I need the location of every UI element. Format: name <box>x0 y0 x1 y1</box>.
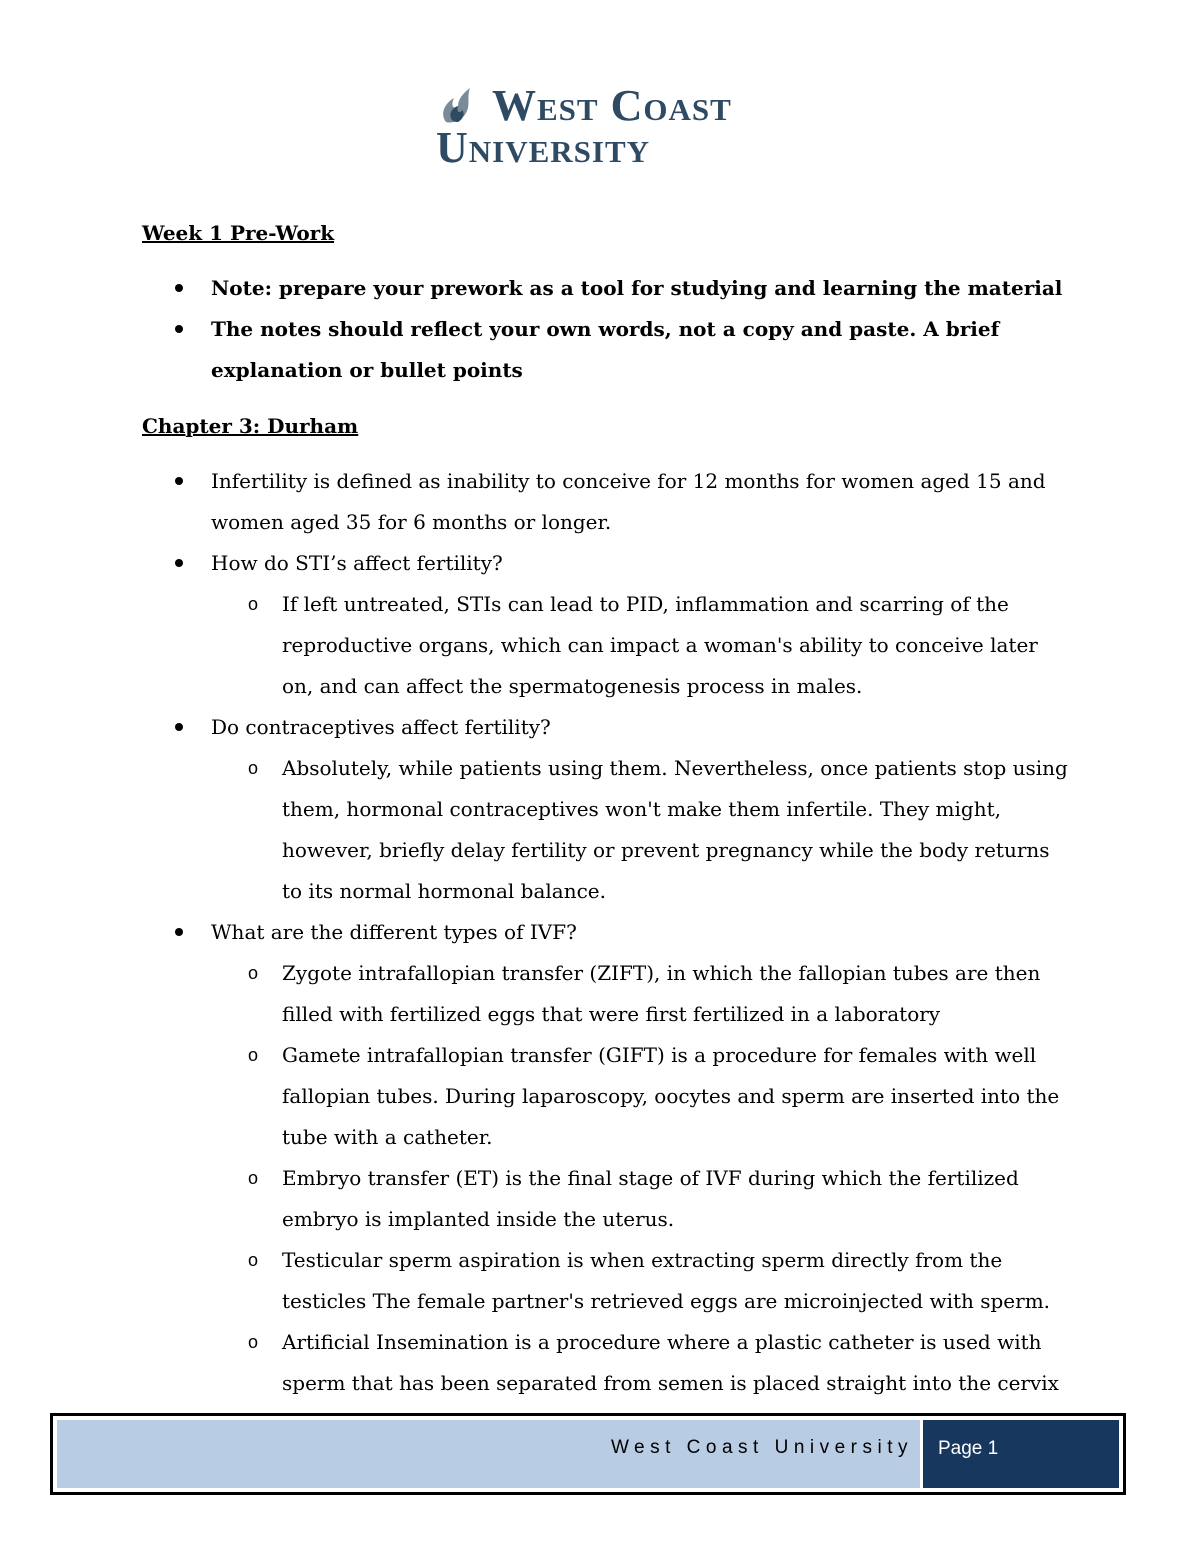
sub-list-item-text: Zygote intrafallopian transfer (ZIFT), in which the fallopian tubes are then filled with fertilized eggs that were first fertilized in a laboratory <box>282 961 1041 1026</box>
section-heading-week1: Week 1 Pre-Work <box>142 221 335 245</box>
list-item <box>142 461 1072 543</box>
list-item <box>142 268 1072 309</box>
circle-bullet-icon: o <box>248 1332 259 1352</box>
sub-list-item-text: Artificial Insemination is a procedure where a plastic catheter is used with sperm that has been separated from semen is placed straight into the cervix <box>282 1330 1059 1395</box>
sub-list-item-text: Gamete intrafallopian transfer (GIFT) is a procedure for females with well fallopian tubes. During laparoscopy, oocytes and sperm are inserted into the tube with a catheter. <box>282 1043 1060 1149</box>
sub-list-item <box>142 748 1072 912</box>
circle-bullet-icon: o <box>248 1168 259 1188</box>
circle-bullet-icon: o <box>248 1045 259 1065</box>
sub-list-item-text: If left untreated, STIs can lead to PID, inflammation and scarring of the reproductive organs, which can impact a woman's ability to conceive later on, and can affect the spermatogenesis process in males. <box>282 592 1038 698</box>
list-item-text: How do STI’s affect fertility? <box>211 551 503 575</box>
prework-notes-list <box>142 268 1072 391</box>
sub-list <box>211 584 1072 707</box>
sub-list-item-text: Embryo transfer (ET) is the final stage of IVF during which the fertilized embryo is implanted inside the uterus. <box>282 1166 1019 1231</box>
bullet-icon <box>175 325 183 333</box>
document-body <box>142 214 1072 1445</box>
list-item-text: The notes should reflect your own words, not a copy and paste. A brief explanation or bullet points <box>211 317 1000 382</box>
bullet-icon <box>175 723 183 731</box>
circle-bullet-icon: o <box>248 1250 259 1270</box>
bullet-icon <box>175 284 183 292</box>
list-item <box>142 543 1072 707</box>
sub-list-item-text: Testicular sperm aspiration is when extracting sperm directly from the testicles The female partner's retrieved eggs are microinjected with sperm. <box>282 1248 1051 1313</box>
list-item <box>142 309 1072 391</box>
sub-list <box>211 748 1072 912</box>
logo-text-line2: University <box>436 123 651 172</box>
list-item-text: What are the different types of IVF? <box>211 920 577 944</box>
logo-text-line1: West Coast <box>492 81 732 130</box>
flame-icon <box>436 84 476 124</box>
bullet-icon <box>175 477 183 485</box>
circle-bullet-icon: o <box>248 594 259 614</box>
sub-list-item-text: Absolutely, while patients using them. Nevertheless, once patients stop using them, hormonal contraceptives won't make them infertile. They might, however, briefly delay fertility or prevent pregnancy while the body returns to its normal hormonal balance. <box>282 756 1068 903</box>
bullet-icon <box>175 559 183 567</box>
list-item <box>142 707 1072 912</box>
sub-list-item <box>142 953 1072 1035</box>
sub-list <box>211 953 1072 1445</box>
circle-bullet-icon: o <box>248 963 259 983</box>
footer-page-box <box>920 1420 1119 1488</box>
footer-band <box>57 1420 1119 1488</box>
sub-list-item <box>142 1240 1072 1322</box>
page-number: Page 1 <box>938 1438 999 1459</box>
list-item-text: Note: prepare your prework as a tool for studying and learning the material <box>211 276 1063 300</box>
list-item-text: Do contraceptives affect fertility? <box>211 715 551 739</box>
footer-institution: West Coast University <box>610 1437 913 1458</box>
list-item-text: Infertility is defined as inability to conceive for 12 months for women aged 15 and women aged 35 for 6 months or longer. <box>211 469 1046 534</box>
page-footer <box>50 1413 1126 1495</box>
university-logo <box>436 80 806 170</box>
list-item <box>142 912 1072 1445</box>
sub-list-item <box>142 584 1072 707</box>
sub-list-item <box>142 1035 1072 1158</box>
section-heading-chapter3: Chapter 3: Durham <box>142 414 359 438</box>
sub-list-item <box>142 1158 1072 1240</box>
bullet-icon <box>175 928 183 936</box>
chapter3-list <box>142 461 1072 1445</box>
circle-bullet-icon: o <box>248 758 259 778</box>
